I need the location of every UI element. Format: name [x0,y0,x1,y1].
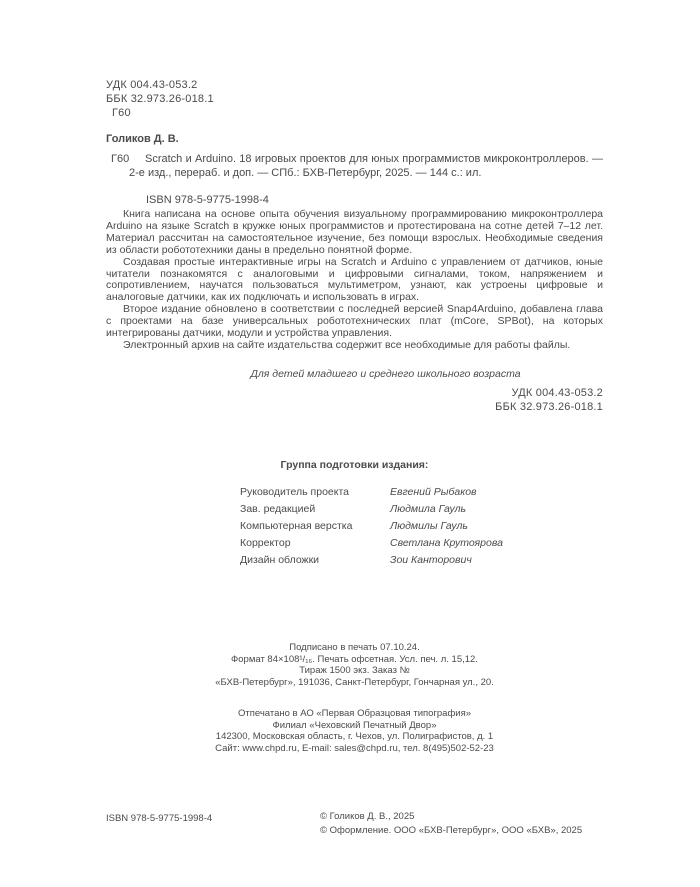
print-info-line: Тираж 1500 экз. Заказ № [299,665,410,677]
author-sign-code: Г60 [112,107,131,119]
credit-row [240,486,503,503]
credit-name: Светлана Крутоярова [390,537,503,549]
credits-list [240,486,503,571]
print-info-line: Формат 84×108¹/₁₆. Печать офсетная. Усл. печ. л. 15,12. [231,653,478,665]
annotation-paragraph: Второе издание обновлено в соответствии с последней версией Snap4Arduino, добавлена глава с проектами на базе универсальных робототехнических плат (mCore, SPBot), на которых интегрированы датчики, модули и устройства управления. [106,303,603,340]
udk-top-text: УДК 004.43-053.2 [106,79,198,91]
copyright-publisher: © Оформление. ООО «БХВ-Петербург», ООО «БХВ», 2025 [320,825,583,836]
annotation-paragraph: Книга написана на основе опыта обучения визуальному программированию микроконтроллера Arduino на языке Scratch в кружке юных программистов и протестирована на сотне детей 7–12 лет. Материал рассчитан на самостоятельное изучение, без помощи взрослых. Необходимые сведения из области робототехники даны в предельно понятной форме. [106,208,603,256]
copyright-block [320,810,582,838]
annotation-paragraph: Создавая простые интерактивные игры на Scratch и Arduino с управлением от датчиков, юные читатели познакомятся с аналоговыми и цифровыми сигналами, током, напряжением и сопротивлением, научатся пользоваться мультиметром, узнают, как устроены цифровые и аналоговые датчики, как их подключать и использовать в играх. [106,255,603,304]
credit-name: Людмила Гауль [390,503,467,515]
annotation-block [106,209,603,352]
printer-info-line: Филиал «Чеховский Печатный Двор» [272,719,437,731]
printer-info-line: Сайт: www.chpd.ru, E-mail: sales@chpd.ru, тел. 8(495)502-52-23 [215,742,494,754]
credit-role: Зав. редакцией [240,503,316,515]
isbn-text: ISBN 978-5-9775-1998-4 [146,194,269,206]
copyright-author: © Голиков Д. В., 2025 [320,811,415,822]
footer-block [106,810,603,846]
entry-code: Г60 [111,153,130,165]
credit-role: Дизайн обложки [240,554,320,566]
top-codes-block [106,78,214,120]
print-info-block [106,642,603,688]
bbk-top-text: ББК 32.973.26-018.1 [106,93,214,105]
audience-note: Для детей младшего и среднего школьного возраста [250,368,521,380]
annotation-paragraph: Электронный архив на сайте издательства содержит все необходимые для работы файлы. [123,338,571,351]
catalog-entry [106,152,603,180]
bbk-bottom-text: ББК 32.973.26-018.1 [495,401,603,413]
footer-isbn: ISBN 978-5-9775-1998-4 [106,813,213,824]
print-info-line: «БХВ-Петербург», 191036, Санкт-Петербург, Гончарная ул., 20. [215,676,494,688]
author-name: Голиков Д. В. [106,133,179,145]
credit-row [240,503,503,520]
credit-name: Людмилы Гауль [390,520,468,532]
credit-role: Корректор [240,537,291,549]
print-info-line: Подписано в печать 07.10.24. [289,642,420,653]
bottom-codes-block [106,386,603,414]
credit-row [240,520,503,537]
credit-name: Зои Канторович [390,554,472,566]
udk-bottom-text: УДК 004.43-053.2 [511,387,603,399]
credit-name: Евгений Рыбаков [390,486,477,498]
credit-row [240,537,503,554]
printer-info-line: Отпечатано в АО «Первая Образцовая типография» [237,708,472,719]
credit-role: Руководитель проекта [240,486,350,498]
team-title: Группа подготовки издания: [280,459,429,471]
printer-info-line: 142300, Московская область, г. Чехов, ул. Полиграфистов, д. 1 [215,731,494,743]
printer-info-block [106,708,603,754]
credit-role: Компьютерная верстка [240,520,353,532]
credit-row [240,554,503,571]
catalog-entry-text: Scratch и Arduino. 18 игровых проектов для юных программистов микроконтроллеров. — 2-е изд., перераб. и доп. — СПб.: БХВ-Петербург, 2025. — 144 с.: ил. [129,153,603,179]
